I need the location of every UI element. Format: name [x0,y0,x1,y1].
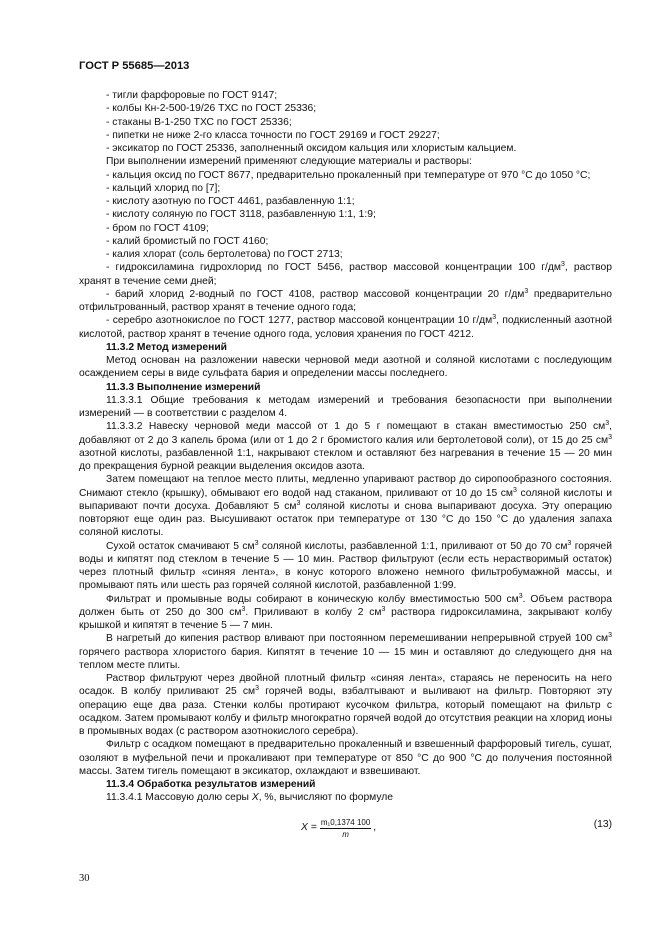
formula-numerator: m₁0,1374 100 [320,817,371,827]
formula-13 [79,808,612,852]
paragraph: - калий бромистый по ГОСТ 4160; [106,235,269,247]
paragraph: 11.3.3.1 Общие требования к методам измерений и требования безопасности при выполнении измерений — в соответствии с разделом 4. [79,394,612,419]
paragraph: - эксикатор по ГОСТ 25336, заполненный оксидом кальция или хлористым кальцием. [106,143,517,154]
page-number: 30 [79,873,90,884]
paragraph: Метод основан на разложении навески черновой меди азотной и соляной кислотами с последующим осаждением серы в виде сульфата бария и определении массы последнего. [79,355,612,380]
paragraph: Фильтрат и промывные воды собирают в коническую колбу вместимостью 500 $см^3$. Объем раствора должен быть от 250 до 300 $см^3$. Приливают в колбу 2 $см^3$ раствора гидроксиламина, закрывают колбу крышкой и кипятят в течение 5 — 7 мин. [79,592,612,631]
paragraph: В нагретый до кипения раствор вливают при постоянном перемешивании непрерывной струей 100 $см^3$ горячего раствора хлористого бария. Кипятят в течение 10 — 15 мин и оставляют до следующего дня на теплом месте плиты. [79,632,612,671]
paragraph: - калия хлорат (соль бертолетова) по ГОСТ 2713; [106,249,343,260]
paragraph: При выполнении измерений применяют следующие материалы и растворы: [106,156,472,168]
paragraph: Фильтр с осадком помещают в предварительно прокаленный и взвешенный фарфоровый тигель, сушат, озоляют в муфельной печи и прокаливают при температуре от 850 °С до 900 °С до получения постоянной массы. Затем тигель помещают в эксикатор, охлаждают и взвешивают. [79,739,612,777]
formula-fraction [320,818,371,839]
paragraph: 11.3.4.1 Массовую долю серы X, %, вычисляют по формуле [106,792,394,804]
paragraph: - стаканы В-1-250 ТХС по ГОСТ 25336; [106,116,292,128]
paragraph: Затем помещают на теплое место плиты, медленно упаривают раствор до сиропообразного состояния. Снимают стекло (крышку), обмывают его водой над стаканом, приливают от 10 до 15 $см^3$ соляной кислоты и выпаривают почти досуха. Добавляют 5 $см^3$ соляной кислоты и снова выпаривают досуха. Эту операцию повторяют еще один раз. Высушивают остаток при температуре от 130 °С до 150 °С до удаления запаха соляной кислоты. [79,474,613,539]
paragraph-list [79,89,612,805]
paragraph: - бром по ГОСТ 4109; [106,222,209,234]
paragraph: Раствор фильтруют через двойной плотный фильтр «синяя лента», стараясь не переносить на него осадок. В колбу приливают 25 $см^3$ горячей воды, взбалтывают и выливают на фильтр. Повторяют эту операцию еще два раза. Стенки колбы протирают кусочком фильтра, который помещают на фильтр с осадком. Затем промывают колбу и фильтр многократно горячей водой до отсутствия реакции на хлорид ионы в промывных водах (с раствором азотнокислого серебра). [79,673,612,737]
paragraph: - тигли фарфоровые по ГОСТ 9147; [106,90,278,101]
document-body [79,89,612,852]
paragraph: - пипетки не ниже 2-го класса точности по ГОСТ 29169 и ГОСТ 29227; [106,129,440,141]
formula-denominator: m [342,829,349,839]
formula-lhs: X [301,822,308,834]
formula-number: (13) [593,818,612,830]
paragraph: - серебро азотнокислое по ГОСТ 1277, раствор массовой концентрации 10 $г/дм^3$, подкисленный азотной кислотой, раствор хранят в течение одного года, условия хранения по ГОСТ 4212. [79,314,613,340]
paragraph: Сухой остаток смачивают 5 $см^3$ соляной кислоты, разбавленной 1:1, приливают от 50 до 70 $см^3$ горячей воды и кипятят под стеклом в течение 5 — 10 мин. Раствор фильтруют (если есть нерастворимый остаток) через плотный фильтр «синяя лента», в конус которого вложено немного фильтробумажной массы, и промывают пять или шесть раз горячей соляной кислотой, разбавленной 1:99. [79,539,612,592]
paragraph: - кислоту соляную по ГОСТ 3118, разбавленную 1:1, 1:9; [106,209,376,221]
formula-punct: , [373,822,377,834]
paragraph: - колбы Кн-2-500-19/26 ТХС по ГОСТ 25336; [106,103,317,115]
section-heading: 11.3.4 Обработка результатов измерений [106,779,316,790]
paragraph: - кальция оксид по ГОСТ 8677, предварительно прокаленный при температуре от 970 °С до 1050 °С; [106,169,591,181]
section-heading: 11.3.3 Выполнение измерений [106,381,261,393]
paragraph: - кислоту азотную по ГОСТ 4461, разбавленную 1:1; [106,196,355,207]
formula-equals: = [310,822,317,834]
section-heading: 11.3.2 Метод измерений [106,341,227,353]
document-header: ГОСТ Р 55685—2013 [79,60,190,72]
paragraph: - гидроксиламина гидрохлорид по ГОСТ 5456, раствор массовой концентрации 100 $г/дм^3$, раствор хранят в течение семи дней; [79,261,612,287]
formula-expression [301,818,376,839]
paragraph: 11.3.3.2 Навеску черновой меди массой от 1 до 5 г помещают в стакан вместимостью 250 $см^3$, добавляют от 2 до 3 капель брома (или от 1 до 2 г бромистого калия или бертолетовой соли), от 15 до 25 $см^3$ азотной кислоты, разбавленной 1:1, накрывают стеклом и оставляют без нагревания в течение 15 — 20 мин до прекращения бурной реакции выделения оксидов азота. [79,420,612,472]
paragraph: - барий хлорид 2-водный по ГОСТ 4108, раствор массовой концентрации 20 $г/дм^3$ предварительно отфильтрованный, раствор хранят в течение одного года; [79,287,612,313]
paragraph: - кальций хлорид по [7]; [106,182,221,194]
